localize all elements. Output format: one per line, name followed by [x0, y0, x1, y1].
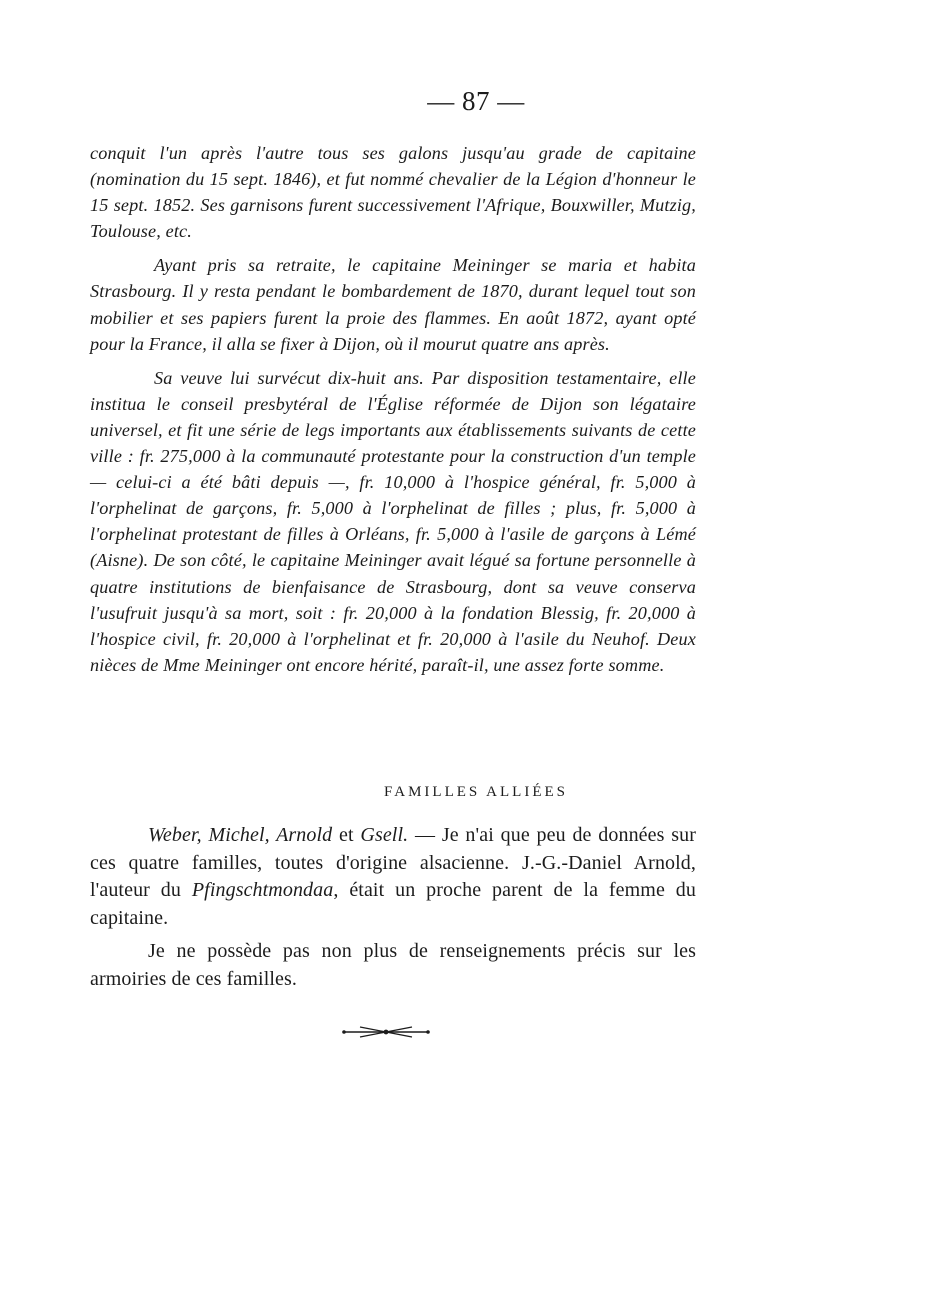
page-number: — 87 —: [427, 86, 525, 116]
family-name-gsell: Gsell.: [360, 824, 409, 846]
paragraph-bequests: Sa veuve lui survécut dix-huit ans. Par disposition testamentaire, elle institua le conseil presbytéral de l'Église réformée de Dijon son légataire universel, et fit une série de legs importants aux établissements suivants de cette ville : fr. 275,000 à la communauté protestante pour la construction d'un temple — celui-ci a été bâti depuis —, fr. 10,000 à l'hospice général, fr. 5,000 à l'orphelinat de garçons, fr. 5,000 à l'orphelinat de filles ; plus, fr. 5,000 à l'orphelinat protestant de filles à Orléans, fr. 5,000 à l'asile de garçons à Lémé (Aisne). De son côté, le capitaine Meininger avait légué sa fortune personnelle à quatre institutions de bienfaisance de Strasbourg, dont sa veuve conserva l'usufruit jusqu'à sa mort, soit : fr. 20,000 à la fondation Blessig, fr. 20,000 à l'hospice civil, fr. 20,000 à l'orphelinat et fr. 20,000 à l'asile du Neuhof. Deux nièces de Mme Meininger ont encore hérité, paraît-il, une assez forte somme.: [90, 367, 696, 675]
work-title: Pfingschtmondaa: [191, 879, 334, 901]
conjunction: et: [332, 824, 361, 846]
vignette-ornament-icon: [340, 1020, 432, 1044]
section-heading: FAMILLES ALLIÉES: [384, 784, 568, 800]
family-names: Weber, Michel, Arnold: [148, 824, 333, 846]
paragraph-career: conquit l'un après l'autre tous ses galons jusqu'au grade de capitaine (nomination du 15 sept. 1846), et fut nommé chevalier de la Légion d'honneur le 15 sept. 1852. Ses garnisons furent successivement l'Afrique, Bouxwiller, Mutzig, Toulouse, etc.: [90, 143, 696, 242]
families-text-end: , était un proche parent de la femme du capitaine.: [90, 879, 696, 929]
allied-families-text: [90, 822, 696, 993]
biography-text: [90, 140, 696, 678]
families-text: — Je n'ai que peu de données sur ces quatre familles, toutes d'origine alsacienne. J.-G.-Daniel Arnold, l'auteur du: [90, 824, 697, 901]
paragraph-families: [90, 822, 696, 932]
paragraph-armories: Je ne possède pas non plus de renseignements précis sur les armoiries de ces familles.: [90, 940, 696, 990]
paragraph-retirement: Ayant pris sa retraite, le capitaine Meininger se maria et habita Strasbourg. Il y resta pendant le bombardement de 1870, durant lequel tout son mobilier et ses papiers furent la proie des flammes. En août 1872, ayant opté pour la France, il alla se fixer à Dijon, où il mourut quatre ans après.: [90, 255, 696, 354]
